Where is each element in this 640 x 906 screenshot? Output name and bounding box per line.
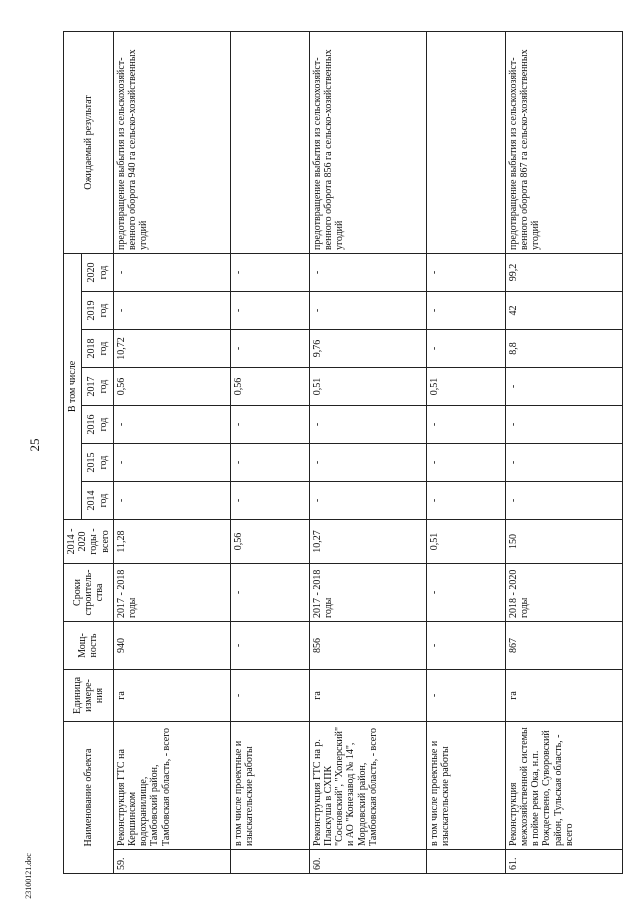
row-y2015: - [505,444,622,482]
row-terms: - [426,564,505,622]
header-total: 2014 - 2020 годы - всего [64,520,114,564]
row-result: предотвращение выбытия из сельскохозяйст-венного оборота 940 га сельско-хозяйственных угодий [113,32,230,254]
row-number [426,850,505,874]
row-y2019: - [426,292,505,330]
row-name: в том числе проектные и изыскательские работы [230,722,309,850]
header-y2015: 2015 год [82,444,113,482]
header-result: Ожидаемый результат [64,32,114,254]
row-y2018: - [426,330,505,368]
header-name: Наименование объекта [64,722,114,874]
header-row-1 [64,32,82,874]
row-total: 0,51 [426,520,505,564]
row-name: Реконструкция межхозяйственной системы в пойме реки Ока, н.п. Рождествено, Суворовский район, Тульская область, - всего [505,722,622,850]
table-row [505,32,622,874]
row-y2017: 0,56 [113,368,230,406]
row-capacity: 867 [505,622,622,670]
header-y2020: 2020 год [82,254,113,292]
row-y2014: - [113,482,230,520]
row-unit: га [309,670,426,722]
row-capacity: - [230,622,309,670]
row-y2019: - [113,292,230,330]
investment-table [63,31,623,874]
row-result: предотвращение выбытия из сельскохозяйст-венного оборота 856 га сельско-хозяйственных угодий [309,32,426,254]
row-number: 59. [113,850,230,874]
row-unit: га [505,670,622,722]
row-y2020: 99,2 [505,254,622,292]
row-y2017: 0,51 [309,368,426,406]
row-y2017: - [505,368,622,406]
row-total: 0,56 [230,520,309,564]
row-result [230,32,309,254]
row-capacity: 940 [113,622,230,670]
row-y2014: - [505,482,622,520]
row-y2017: 0,56 [230,368,309,406]
table-row [113,32,230,874]
row-y2015: - [309,444,426,482]
row-y2017: 0,51 [426,368,505,406]
row-y2018: 10,72 [113,330,230,368]
rotated-table-container [63,34,575,874]
header-y2017: 2017 год [82,368,113,406]
row-terms: - [230,564,309,622]
row-name: в том числе проектные и изыскательские работы [426,722,505,850]
row-y2020: - [309,254,426,292]
table-row [309,32,426,874]
row-total: 10,27 [309,520,426,564]
table-row [230,32,309,874]
header-y2016: 2016 год [82,406,113,444]
row-total: 11,28 [113,520,230,564]
row-y2019: - [230,292,309,330]
header-capacity: Мощ-ность [64,622,114,670]
page-number: 25 [27,438,42,452]
row-y2015: - [426,444,505,482]
header-unit: Единица измере-ния [64,670,114,722]
row-terms: 2017 - 2018 годы [113,564,230,622]
row-y2016: - [426,406,505,444]
header-y2019: 2019 год [82,292,113,330]
header-terms: Сроки строитель-ства [64,564,114,622]
row-y2015: - [113,444,230,482]
row-capacity: 856 [309,622,426,670]
row-y2020: - [113,254,230,292]
row-y2014: - [230,482,309,520]
row-terms: 2017 - 2018 годы [309,564,426,622]
row-number: 61. [505,850,622,874]
row-y2016: - [505,406,622,444]
row-y2019: - [309,292,426,330]
row-name: Реконструкция ГТС на Кершинском водохранилище, Тамбовский район, Тамбовская область, - всего [113,722,230,850]
row-y2018: 9,76 [309,330,426,368]
row-y2016: - [113,406,230,444]
row-y2014: - [309,482,426,520]
row-y2014: - [426,482,505,520]
row-y2019: 42 [505,292,622,330]
row-y2018: 8,8 [505,330,622,368]
row-y2018: - [230,330,309,368]
row-result: предотвращение выбытия из сельскохозяйст-венного оборота 867 га сельско-хозяйственных угодий [505,32,622,254]
row-y2016: - [309,406,426,444]
header-y2014: 2014 год [82,482,113,520]
row-result [426,32,505,254]
header-y2018: 2018 год [82,330,113,368]
footer-file-code: 23100121.doc [24,853,33,899]
row-y2016: - [230,406,309,444]
row-number: 60. [309,850,426,874]
row-unit: - [426,670,505,722]
row-y2020: - [426,254,505,292]
row-number [230,850,309,874]
row-name: Реконструкция ГТС на р. Пласкуша в СХПК "Сосновский", "Хоперский" и АО "Конезавод № 14", Мордовский район, Тамбовская область, - всего [309,722,426,850]
row-unit: га [113,670,230,722]
header-incl: В том числе [64,254,82,520]
row-terms: 2018 - 2020 годы [505,564,622,622]
row-total: 150 [505,520,622,564]
row-capacity: - [426,622,505,670]
table-row [426,32,505,874]
row-y2015: - [230,444,309,482]
row-y2020: - [230,254,309,292]
row-unit: - [230,670,309,722]
